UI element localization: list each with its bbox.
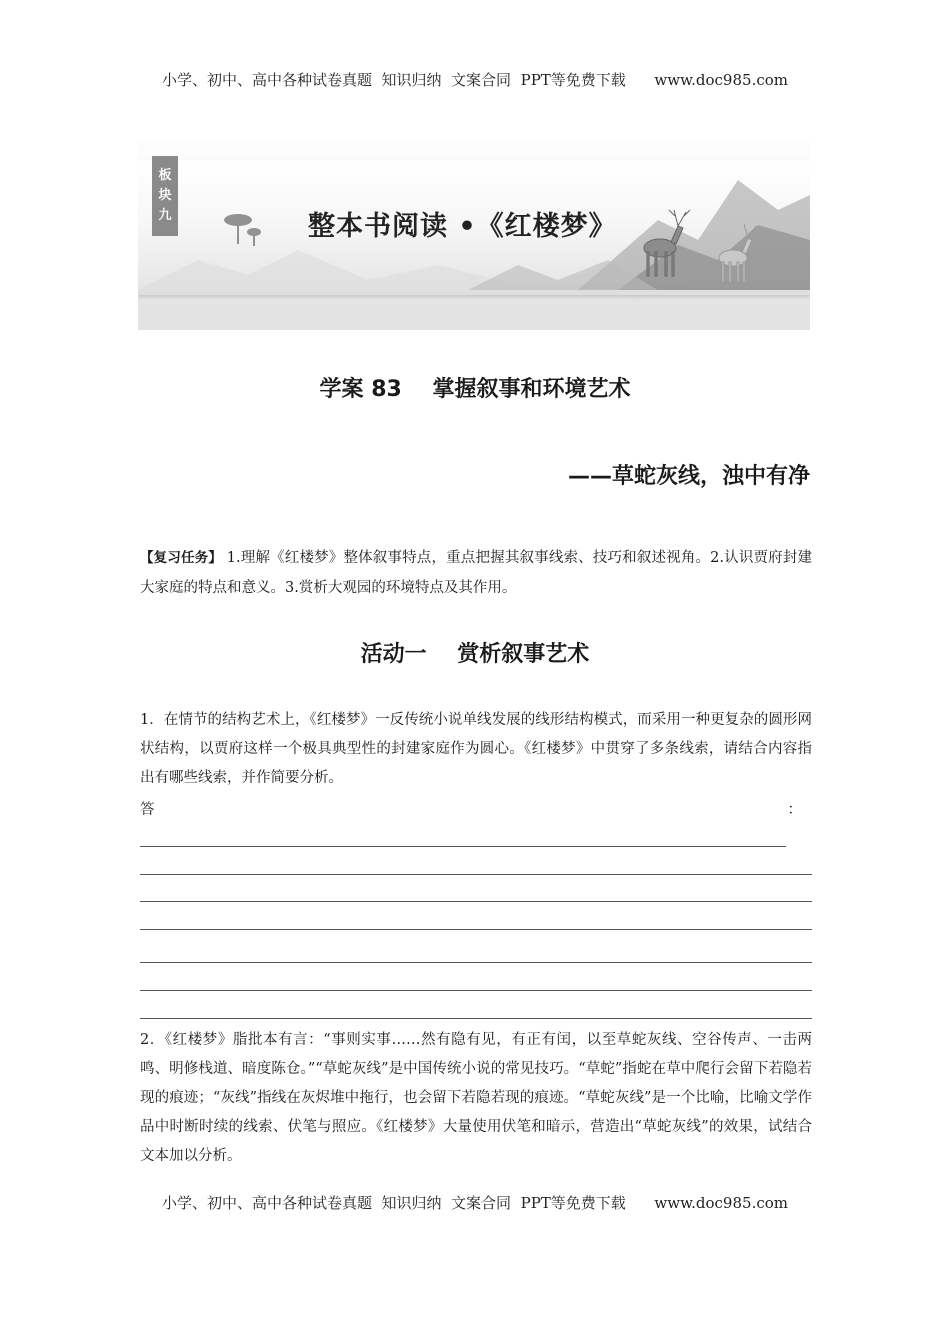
page-header: 小学、初中、高中各种试卷真题 知识归纳 文案合同 PPT等免费下载 www.doc985.com [161,71,788,89]
activity-title: 活动一 赏析叙事艺术 [360,642,590,667]
answer-line[interactable] [140,929,812,930]
review-task-label: 【复习任务】 [140,550,223,566]
tag-char: 块 [158,188,172,203]
answer-colon: ： [787,802,802,818]
page-footer: 小学、初中、高中各种试卷真题 知识归纳 文案合同 PPT等免费下载 www.doc985.com [161,1194,788,1212]
tree-icon [224,214,261,246]
section-tag [152,156,178,236]
tag-char: 九 [158,208,172,223]
tag-char: 板 [158,168,172,183]
lesson-title: 学案 83 掌握叙事和环境艺术 [319,377,631,402]
answer-line[interactable] [140,846,786,847]
review-task [140,543,812,603]
answer-line[interactable] [140,990,812,991]
answer-line[interactable] [140,901,812,902]
question-1: 1．在情节的结构艺术上，《红楼梦》一反传统小说单线发展的线形结构模式，而采用一种更复杂的圆形网状结构，以贾府这样一个极具典型性的封建家庭作为圆心。《红楼梦》中贯穿了多条线索，请结合内容指出有哪些线索，并作简要分析。 [140,712,812,786]
answer-row [140,796,812,825]
banner-title: 整本书阅读 •《红楼梦》 [308,211,617,242]
lesson-subtitle: ——草蛇灰线，浊中有净 [567,464,810,489]
answer-line[interactable] [140,874,812,875]
answer-line[interactable] [140,1018,812,1019]
answer-label: 答 [140,802,155,818]
question-2: 2．《红楼梦》脂批本有言：“事则实事……然有隐有见，有正有闰，以至草蛇灰线、空谷传声、一击两鸣、明修栈道、暗度陈仓。”“草蛇灰线”是中国传统小说的常见技巧。“草蛇”指蛇在草中爬行会留下若隐若现的痕迹；“灰线”指线在灰烬堆中拖行，也会留下若隐若现的痕迹。“草蛇灰线”是一个比喻，比喻文学作品中时断时续的线索、伏笔与照应。《红楼梦》大量使用伏笔和暗示，营造出“草蛇灰线”的效果，试结合文本加以分析。 [140,1032,812,1164]
review-task-text: 1.理解《红楼梦》整体叙事特点，重点把握其叙事线索、技巧和叙述视角。2.认识贾府封建大家庭的特点和意义。3.赏析大观园的环境特点及其作用。 [140,550,813,596]
answer-line[interactable] [140,962,812,963]
section-banner [138,140,810,330]
